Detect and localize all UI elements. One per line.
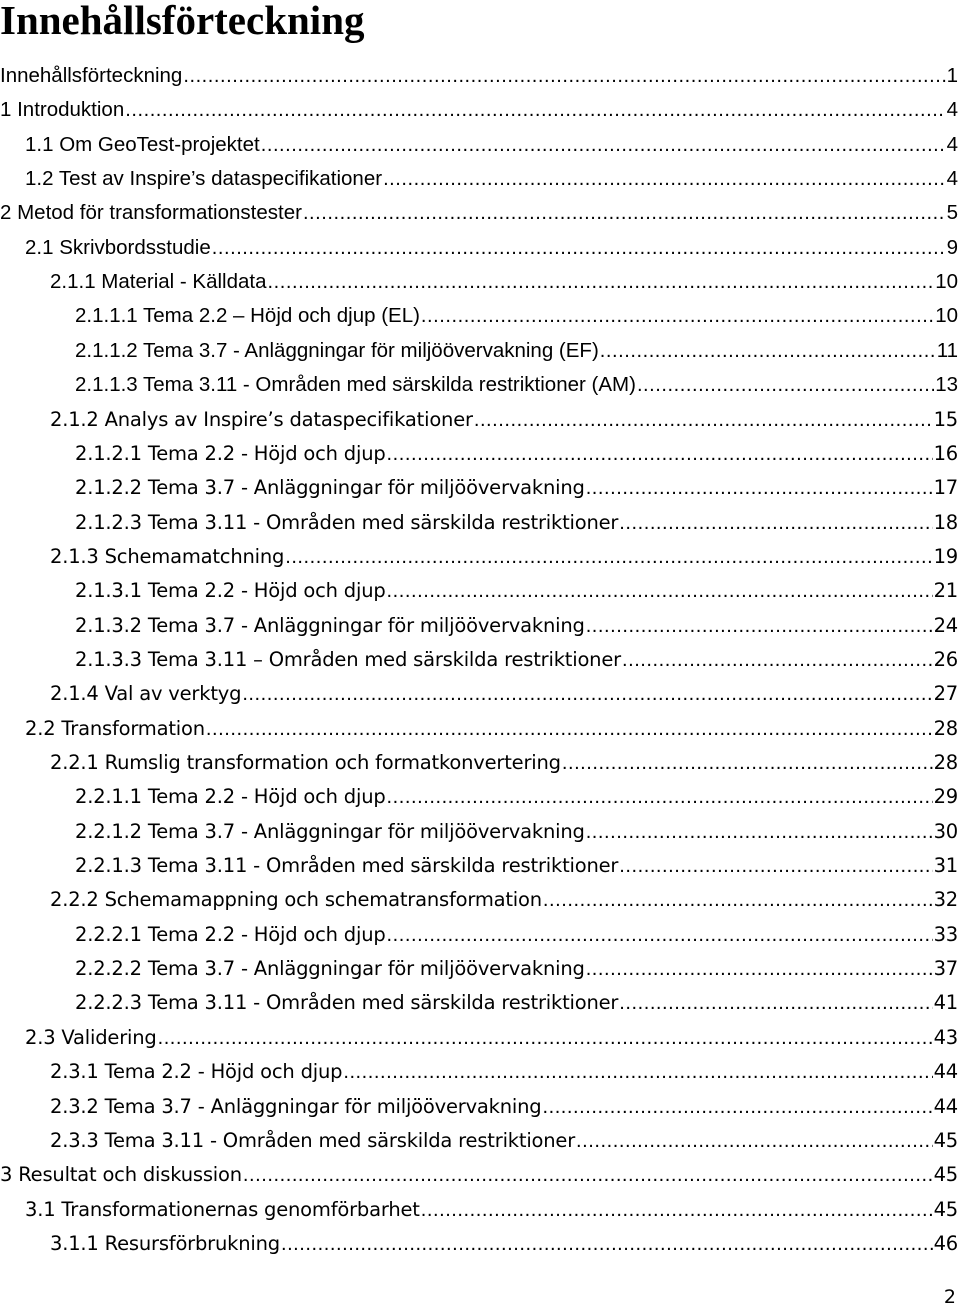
toc-entry-page: 4 [946,132,958,156]
toc-dot-leader [281,1229,933,1259]
toc-dot-leader [619,851,932,881]
toc-entry[interactable] [0,469,958,503]
toc-entry-label: Innehållsförteckning [0,64,183,87]
toc-dot-leader [619,508,932,538]
toc-entry-label: 2 Metod för transformationstester [0,201,302,225]
toc-entry-label: 2.1.4 Val av verktyg [50,682,242,706]
toc-entry-page: 32 [933,888,958,912]
toc-entry[interactable] [0,950,958,984]
toc-entry-page: 44 [933,1094,958,1118]
toc-dot-leader [387,920,933,950]
toc-entry[interactable] [0,160,958,194]
toc-entry-label: 2.1.1 Material - Källdata [50,270,267,294]
toc-entry-page: 19 [933,544,958,568]
toc-entry-label: 2.3.2 Tema 3.7 - Anläggningar för miljöövervakning [50,1094,542,1118]
toc-entry-page: 28 [933,716,958,740]
toc-dot-leader [562,748,933,778]
toc-entry[interactable] [0,607,958,641]
toc-dot-leader [586,954,933,984]
toc-dot-leader [387,782,933,812]
toc-entry-label: 3.1.1 Resursförbrukning [50,1231,280,1255]
toc-entry[interactable] [0,57,958,91]
toc-entry[interactable] [0,1225,958,1259]
toc-entry[interactable] [0,984,958,1018]
toc-entry-label: 1.2 Test av Inspire’s dataspecifikationer [25,167,383,191]
toc-entry-page: 18 [933,510,958,534]
toc-entry[interactable] [0,263,958,297]
toc-dot-leader [622,645,933,675]
toc-entry[interactable] [0,881,958,915]
toc-entry-label: 3 Resultat och diskussion [0,1163,242,1187]
toc-dot-leader [303,198,946,228]
toc-entry-page: 31 [933,854,958,878]
toc-entry-label: 2.1.2.1 Tema 2.2 - Höjd och djup [75,441,386,465]
toc-entry-page: 17 [933,476,958,500]
toc-entry-label: 2.1.3.1 Tema 2.2 - Höjd och djup [75,579,386,603]
toc-entry[interactable] [0,744,958,778]
toc-entry-page: 11 [936,338,958,362]
toc-entry-page: 41 [933,991,958,1015]
toc-entry-page: 4 [946,167,958,191]
toc-entry-page: 26 [933,647,958,671]
toc-dot-leader [421,301,934,331]
toc-entry-page: 30 [933,819,958,843]
toc-dot-leader [242,679,932,709]
toc-entry[interactable] [0,813,958,847]
toc-entry-label: 2.2.1.3 Tema 3.11 - Områden med särskilda restriktioner [75,854,619,878]
toc-dot-leader [268,267,935,297]
toc-entry-page: 13 [935,373,958,397]
toc-entry-label: 2.2.1.2 Tema 3.7 - Anläggningar för miljöövervakning [75,819,585,843]
toc-dot-leader [158,1023,933,1053]
toc-entry-label: 2.2.2 Schemamappning och schematransformation [50,888,542,912]
toc-entry-label: 2.1 Skrivbordsstudie [25,235,211,259]
toc-dot-leader [387,439,933,469]
toc-dot-leader [383,164,946,194]
toc-entry-page: 43 [933,1025,958,1049]
toc-dot-leader [543,885,933,915]
toc-entry[interactable] [0,778,958,812]
toc-entry-page: 33 [933,922,958,946]
toc-dot-leader [285,542,932,572]
toc-entry[interactable] [0,194,958,228]
toc-entry-page: 45 [933,1197,958,1221]
toc-dot-leader [619,988,932,1018]
toc-entry-page: 46 [933,1231,958,1255]
toc-entry[interactable] [0,1122,958,1156]
toc-entry-label: 2.2.2.2 Tema 3.7 - Anläggningar för miljöövervakning [75,957,585,981]
toc-dot-leader [637,370,934,400]
toc-entry[interactable] [0,1088,958,1122]
toc-entry-page: 4 [946,98,958,122]
toc-entry[interactable] [0,675,958,709]
toc-dot-leader [586,817,933,847]
toc-entry[interactable] [0,126,958,160]
toc-entry-page: 37 [933,957,958,981]
toc-entry-label: 2.1.1.2 Tema 3.7 - Anläggningar för miljöövervakning (EF) [75,338,599,362]
toc-entry-label: 2.3.1 Tema 2.2 - Höjd och djup [50,1060,343,1084]
toc-entry-page: 44 [933,1060,958,1084]
toc-entry-label: 2.1.2 Analys av Inspire’s dataspecifikationer [50,407,473,431]
toc-dot-leader [125,95,945,125]
toc-entry[interactable] [0,229,958,263]
toc-entry[interactable] [0,297,958,331]
toc-entry[interactable] [0,332,958,366]
toc-entry[interactable] [0,1019,958,1053]
toc-entry-label: 2.2.2.3 Tema 3.11 - Områden med särskilda restriktioner [75,991,619,1015]
toc-dot-leader [243,1160,933,1190]
toc-entry-label: 2.2.1.1 Tema 2.2 - Höjd och djup [75,785,386,809]
toc-entry-label: 2.2 Transformation [25,716,205,740]
toc-dot-leader [576,1126,933,1156]
toc-entry[interactable] [0,366,958,400]
toc-entry-page: 21 [933,579,958,603]
toc-entry-page: 28 [933,751,958,774]
toc-entry-page: 9 [946,235,958,259]
toc-dot-leader [586,473,933,503]
toc-entry-label: 2.2.2.1 Tema 2.2 - Höjd och djup [75,922,386,946]
toc-entry-label: 1 Introduktion [0,98,125,122]
toc-dot-leader [421,1195,933,1225]
toc-entry[interactable] [0,1053,958,1087]
toc-entry-label: 2.3 Validering [25,1025,157,1049]
toc-entry-label: 1.1 Om GeoTest-projektet [25,132,260,156]
toc-entry-label: 3.1 Transformationernas genomförbarhet [25,1197,420,1221]
toc-entry[interactable] [0,538,958,572]
toc-dot-leader [343,1057,932,1087]
toc-dot-leader [212,233,946,263]
toc-dot-leader [261,130,946,160]
toc-dot-leader [183,61,945,91]
toc-entry-label: 2.2.1 Rumslig transformation och formatkonvertering [50,751,561,774]
toc-entry-page: 1 [946,64,958,87]
toc-entry[interactable] [0,1191,958,1225]
toc-dot-leader [387,576,933,606]
toc-entry[interactable] [0,572,958,606]
toc-dot-leader [600,336,936,366]
toc-dot-leader [542,1092,932,1122]
toc-entry-page: 5 [946,201,958,225]
toc-dot-leader [206,714,933,744]
toc-entry[interactable] [0,710,958,744]
toc-dot-leader [586,611,933,641]
toc-entry[interactable] [0,641,958,675]
toc-entry-label: 2.1.3.3 Tema 3.11 – Områden med särskilda restriktioner [75,647,621,671]
toc-entry-page: 10 [935,304,958,328]
toc-entry-page: 24 [933,613,958,637]
toc-entry[interactable] [0,435,958,469]
toc-entry-page: 15 [933,407,958,431]
toc-entry[interactable] [0,91,958,125]
toc-entry[interactable] [0,847,958,881]
toc-entry-page: 10 [935,270,958,294]
toc-entry-page: 45 [933,1128,958,1152]
toc-entry-label: 2.1.1.3 Tema 3.11 - Områden med särskilda restriktioner (AM) [75,373,636,397]
toc-entry-page: 27 [933,682,958,706]
toc-entry[interactable] [0,504,958,538]
page-number: 2 [943,1286,956,1308]
page-title: Innehållsförteckning [0,0,365,43]
toc-entry-label: 2.3.3 Tema 3.11 - Områden med särskilda restriktioner [50,1128,576,1152]
toc-entry-page: 29 [933,785,958,809]
toc-entry[interactable] [0,916,958,950]
toc-entry[interactable] [0,1156,958,1190]
toc-entry-page: 16 [933,441,958,465]
toc-dot-leader [474,405,933,435]
toc-entry-label: 2.1.3.2 Tema 3.7 - Anläggningar för miljöövervakning [75,613,585,637]
toc-entry[interactable] [0,401,958,435]
toc-entry-page: 45 [933,1163,958,1187]
toc-entry-label: 2.1.2.3 Tema 3.11 - Områden med särskilda restriktioner [75,510,619,534]
toc-entry-label: 2.1.3 Schemamatchning [50,544,285,568]
toc-entry-label: 2.1.2.2 Tema 3.7 - Anläggningar för miljöövervakning [75,476,585,500]
toc-entry-label: 2.1.1.1 Tema 2.2 – Höjd och djup (EL) [75,304,420,328]
